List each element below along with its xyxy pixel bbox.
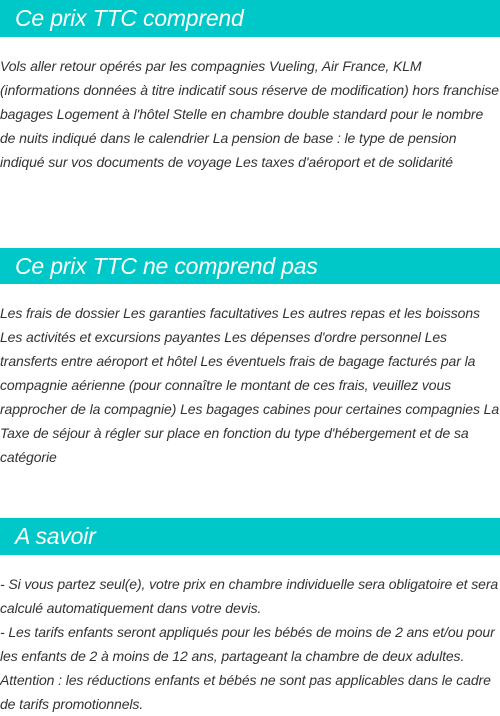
- section-heading-not-included: Ce prix TTC ne comprend pas: [0, 248, 500, 284]
- section-included: [0, 0, 500, 174]
- note-solo-traveler: - Si vous partez seul(e), votre prix en chambre individuelle sera obligatoire et sera calculé automatiquement dans votre devis.: [0, 576, 499, 616]
- section-heading-good-to-know: A savoir: [0, 518, 500, 555]
- section-heading-included: Ce prix TTC comprend: [0, 0, 500, 37]
- note-promo-warning: Attention : les réductions enfants et bébés ne sont pas applicables dans le cadre de tarifs promotionnels.: [0, 672, 491, 712]
- section-body-good-to-know: [0, 572, 500, 716]
- section-body-included: Vols aller retour opérés par les compagnies Vueling, Air France, KLM (informations données à titre indicatif sous réserve de modification) hors franchise bagages Logement à l'hôtel Stelle en chambre double standard pour le nombre de nuits indiqué dans le calendrier La pension de base : le type de pension indiqué sur vos documents de voyage Les taxes d'aéroport et de solidarité: [0, 58, 499, 170]
- note-child-rates: - Les tarifs enfants seront appliqués pour les bébés de moins de 2 ans et/ou pour les enfants de 2 à moins de 12 ans, partageant la chambre de deux adultes.: [0, 624, 495, 664]
- section-not-included: [0, 248, 500, 469]
- section-good-to-know: [0, 518, 500, 716]
- section-body-not-included: Les frais de dossier Les garanties facultatives Les autres repas et les boissons Les activités et excursions payantes Les dépenses d'ordre personnel Les transferts entre aéroport et hôtel Les éventuels frais de bagage facturés par la compagnie aérienne (pour connaître le montant de ces frais, veuillez vous rapprocher de la compagnie) Les bagages cabines pour certaines compagnies La Taxe de séjour à régler sur place en fonction du type d'hébergement et de sa catégorie: [0, 305, 500, 465]
